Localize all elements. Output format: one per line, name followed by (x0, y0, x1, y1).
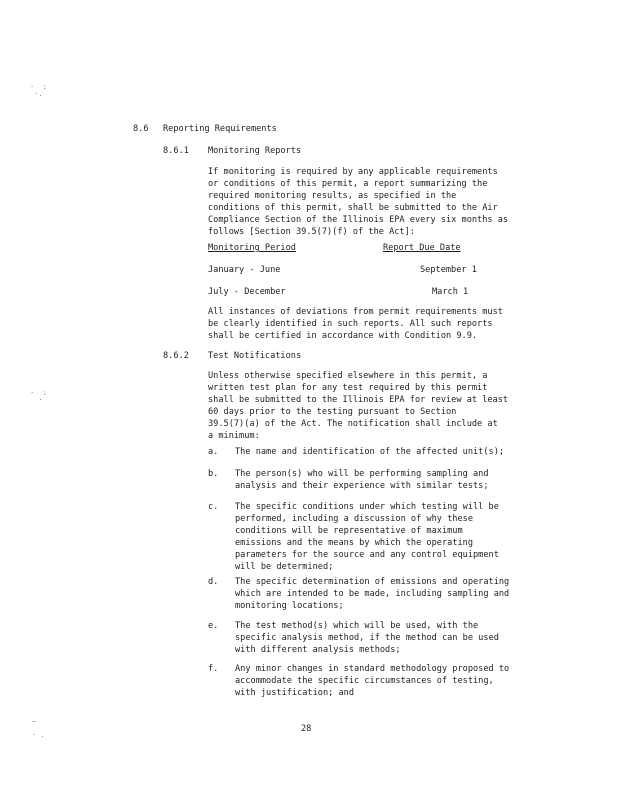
list-item-text: The name and identification of the affected unit(s); (235, 447, 505, 457)
table-row-1-period: January - June (208, 265, 281, 275)
list-item-letter: e. (208, 621, 219, 631)
subsection-2-number: 8.6.2 (163, 351, 189, 361)
table-row-1-due-date: September 1 (420, 265, 477, 275)
list-item-letter: c. (208, 502, 219, 512)
monitoring-reports-paragraph: If monitoring is required by any applicable requirements or conditions of this permit, a report summarizing the required monitoring results, as specified in the conditions of this permit, shall be submitted to the Air Compliance Section of the Illinois EPA every six months as follows [Section 39.5(7)(f) of the Act]: (208, 167, 509, 237)
table-row-2-due-date: March 1 (432, 287, 469, 297)
table-header-monitoring-period: Monitoring Period (208, 243, 296, 253)
test-notifications-intro: Unless otherwise specified elsewhere in this permit, a written test plan for any test required by this permit shall be submitted to the Illinois EPA for review at least 60 days prior to the testing pursuant to Section 39.5(7)(a) of the Act. The notification shall include at a minimum: (208, 371, 509, 441)
list-item-text: The specific conditions under which testing will be performed, including a discussion of why these conditions will be representative of maximum emissions and the means by which the operating parameters for the source and any control equipment will be determined; (235, 502, 499, 572)
table-row-2-period: July - December (208, 287, 286, 297)
list-item-text: The test method(s) which will be used, with the specific analysis method, if the method can be used with different analysis methods; (235, 621, 499, 655)
scan-mark-middle: · : · (30, 389, 47, 404)
list-item-letter: b. (208, 469, 219, 479)
list-item-text: The person(s) who will be performing sampling and analysis and their experience with similar tests; (235, 469, 489, 491)
list-item-text: Any minor changes in standard methodology proposed to accommodate the specific circumstances of testing, with justification; and (235, 664, 510, 698)
section-title: Reporting Requirements (163, 124, 277, 134)
subsection-1-title: Monitoring Reports (208, 146, 302, 156)
table-header-report-due-date: Report Due Date (383, 243, 461, 253)
list-item-text: The specific determination of emissions and operating which are intended to be made, including sampling and monitoring locations; (235, 577, 510, 611)
scan-mark-top: · : ·. (30, 83, 47, 98)
deviations-paragraph: All instances of deviations from permit requirements must be clearly identified in such reports. All such reports shall be certified in accordance with Condition 9.9. (208, 307, 503, 341)
list-item-letter: a. (208, 447, 219, 457)
page-number: 28 (301, 724, 312, 734)
scan-mark-bottom: — · . (32, 717, 45, 739)
section-number: 8.6 (133, 124, 149, 134)
list-item-letter: d. (208, 577, 219, 587)
subsection-1-number: 8.6.1 (163, 146, 189, 156)
list-item-letter: f. (208, 664, 219, 674)
subsection-2-title: Test Notifications (208, 351, 302, 361)
